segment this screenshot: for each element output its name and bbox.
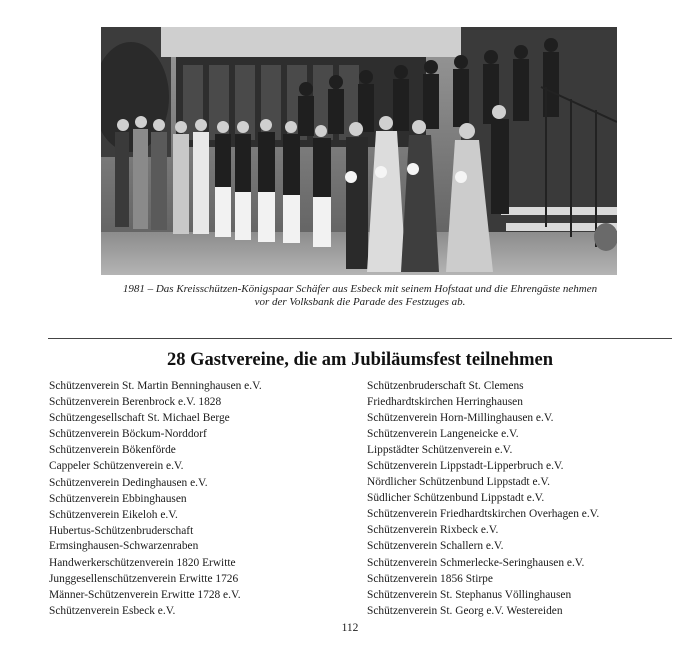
- club-name-line: Schützenverein Eikeloh e.V.: [49, 508, 178, 521]
- club-name-line: Junggesellenschützenverein Erwitte 1726: [49, 572, 239, 585]
- club-entry: [49, 572, 349, 588]
- club-entry: [367, 604, 677, 620]
- club-entry: [367, 443, 677, 459]
- club-name-line: Schützenverein Schallern e.V.: [367, 540, 504, 553]
- club-entry: [367, 539, 677, 555]
- photo-caption: [80, 283, 640, 309]
- club-name-line: Schützenverein Friedhardtskirchen Overhagen e.V.: [367, 508, 600, 521]
- club-entry: [367, 427, 677, 443]
- club-name-line: Schützenverein Schmerlecke-Seringhausen e.V.: [367, 556, 585, 569]
- club-name-line: Schützenverein Esbeck e.V.: [49, 604, 176, 617]
- club-name-line: Schützenverein 1856 Stirpe: [367, 572, 493, 585]
- club-entry: [367, 491, 677, 507]
- page-number: 112: [341, 622, 359, 634]
- club-entry: [49, 524, 349, 555]
- club-entry: [367, 556, 677, 572]
- club-name-line: Schützenverein Berenbrock e.V. 1828: [49, 396, 222, 409]
- club-entry: [367, 507, 677, 523]
- club-name-line: Schützenverein St. Stephanus Völlinghausen: [367, 588, 572, 601]
- club-name-line: Schützenverein St. Georg e.V. Westereiden: [367, 604, 563, 617]
- club-name-line: Ermsinghausen-Schwarzenraben: [49, 540, 199, 553]
- club-name-line: Südlicher Schützenbund Lippstadt e.V.: [367, 492, 545, 505]
- club-name-line: Schützenverein Dedinghausen e.V.: [49, 476, 208, 489]
- club-name-line: Hubertus-Schützenbruderschaft: [49, 524, 194, 537]
- club-name-line: Schützengesellschaft St. Michael Berge: [49, 412, 230, 425]
- section-divider: [48, 338, 672, 339]
- club-entry: [49, 459, 349, 475]
- caption-line-1: 1981 – Das Kreisschützen-Königspaar Schäfer aus Esbeck mit seinem Hofstaat und die Ehrengäste nehmen: [122, 283, 598, 295]
- club-entry: [367, 475, 677, 491]
- section-heading: 28 Gastvereine, die am Jubiläumsfest teilnehmen: [166, 350, 554, 370]
- club-entry: [49, 492, 349, 508]
- club-entry: [367, 379, 677, 410]
- club-name-line: Männer-Schützenverein Erwitte 1728 e.V.: [49, 588, 241, 601]
- club-name-line: Friedhardtskirchen Herringhausen: [367, 395, 523, 408]
- club-name-line: Schützenverein St. Martin Benninghausen e.V.: [49, 380, 262, 392]
- club-name-line: Lippstädter Schützenverein e.V.: [367, 443, 513, 456]
- club-name-line: Schützenverein Horn-Millinghausen e.V.: [367, 411, 554, 424]
- club-entry: [367, 411, 677, 427]
- club-entry: [367, 523, 677, 539]
- club-name-line: Schützenverein Langeneicke e.V.: [367, 427, 519, 440]
- club-name-line: Schützenverein Bökenförde: [49, 444, 176, 457]
- club-name-line: Schützenbruderschaft St. Clemens: [367, 380, 524, 392]
- parade-photo-illustration: [101, 27, 617, 275]
- club-entry: [49, 443, 349, 459]
- club-name-line: Schützenverein Rixbeck e.V.: [367, 524, 499, 537]
- club-name-line: Schützenverein Lippstadt-Lipperbruch e.V.: [367, 459, 564, 472]
- club-entry: [49, 588, 349, 604]
- club-entry: [49, 411, 349, 427]
- club-name-line: Handwerkerschützenverein 1820 Erwitte: [49, 556, 236, 569]
- club-list-right: [367, 379, 677, 620]
- club-list-left: [49, 379, 349, 620]
- club-entry: [49, 604, 349, 620]
- club-name-line: Cappeler Schützenverein e.V.: [49, 460, 184, 473]
- club-entry: [49, 508, 349, 524]
- caption-line-2: vor der Volksbank die Parade des Festzuges ab.: [254, 296, 466, 308]
- parade-photo: [101, 27, 617, 275]
- club-entry: [367, 459, 677, 475]
- club-name-line: Schützenverein Ebbinghausen: [49, 492, 187, 505]
- club-name-line: Schützenverein Böckum-Norddorf: [49, 428, 207, 441]
- club-entry: [49, 476, 349, 492]
- club-entry: [367, 588, 677, 604]
- club-entry: [49, 427, 349, 443]
- club-name-line: Nördlicher Schützenbund Lippstadt e.V.: [367, 476, 550, 489]
- club-entry: [367, 572, 677, 588]
- club-entry: [49, 395, 349, 411]
- club-entry: [49, 379, 349, 395]
- club-entry: [49, 556, 349, 572]
